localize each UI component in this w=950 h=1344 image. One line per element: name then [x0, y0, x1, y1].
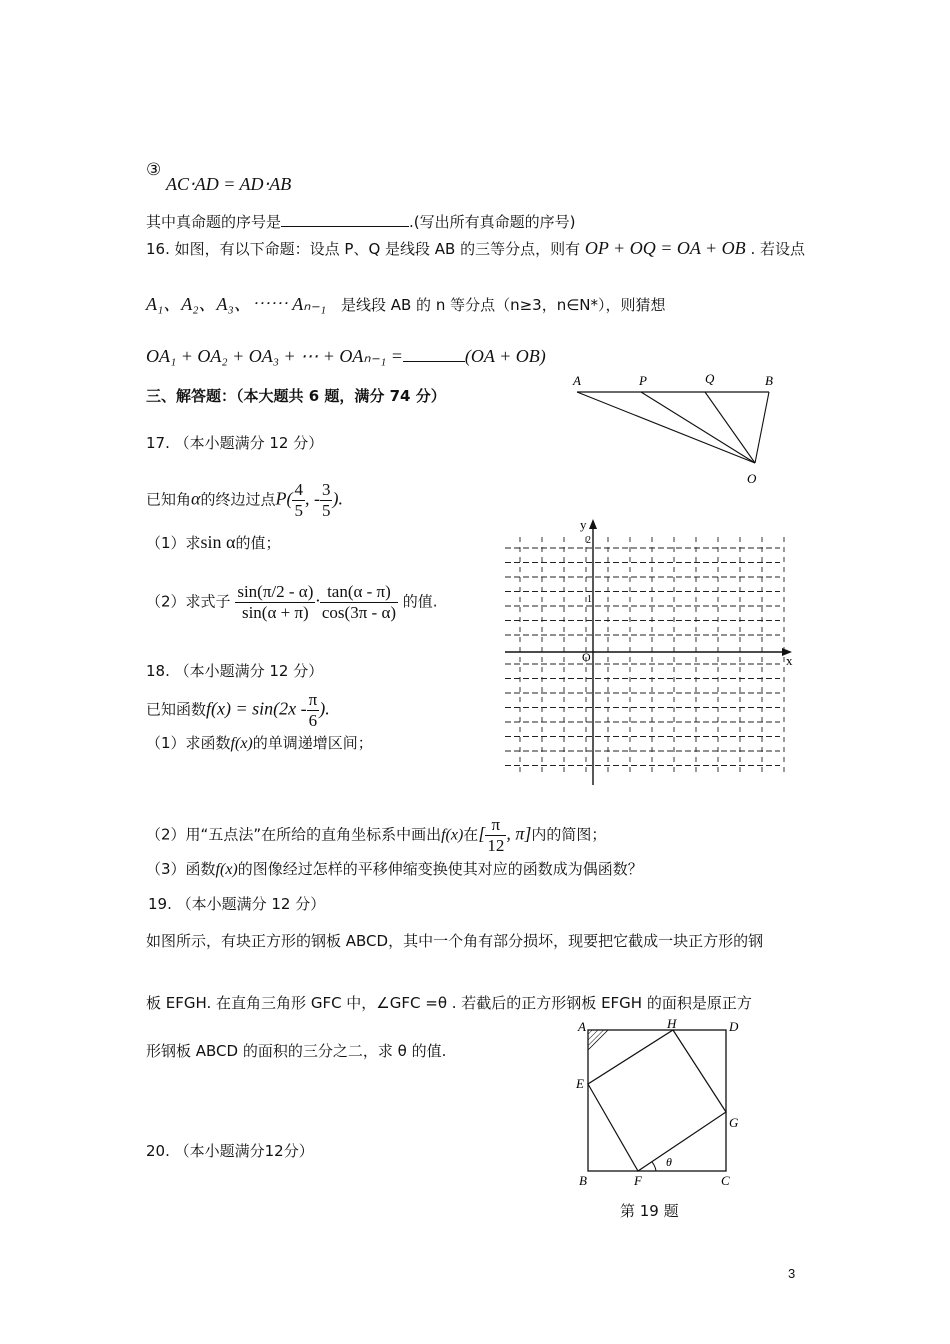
frac-tan-over-cos: $\frac{\tan(\alpha - \pi)}{\cos(3\pi - \alpha)}$	[321, 582, 397, 622]
q1-fx: f(x)	[230, 735, 253, 752]
q1-text-b: 的单调递增区间；	[252, 734, 373, 752]
item17-q1	[146, 532, 281, 553]
item16-text-b: . 若设点	[750, 240, 805, 258]
square-ABCD	[588, 1030, 726, 1171]
frac-sin-over-sin: $\frac{\sin(\pi/2 - \alpha)}{\sin(\alpha + \pi)}$	[237, 582, 314, 622]
item20-header: 20. （本小题满分12分）	[146, 1142, 314, 1160]
segment-OA	[577, 392, 755, 463]
tick-label-2: 2	[586, 535, 591, 546]
item19-line2: 板 EFGH. 在直角三角形 GFC 中，∠GFC =θ . 若截后的正方形钢板 EFGH 的面积是原正方	[146, 994, 752, 1012]
square-EFGH	[588, 1030, 726, 1171]
grid-lines	[505, 537, 784, 777]
item19-header: 19. （本小题满分 12 分）	[148, 895, 326, 913]
q1-text-a: （1）求	[146, 534, 201, 552]
item16-answer-blank	[403, 347, 465, 362]
y-axis-arrow	[589, 519, 597, 529]
formula-ac-ad: AC⋅AD = AD⋅AB	[166, 174, 292, 194]
q3-text-b: 的图像经过怎样的平移伸缩变换使其对应的函数成为偶函数？	[237, 860, 643, 878]
angle-theta-arc	[652, 1162, 656, 1171]
item18-given-a: 已知函数	[146, 700, 207, 719]
q3-fx: f(x)	[215, 861, 238, 878]
q2-text-a: （2）用“五点法”在所给的直角坐标系中画出	[146, 825, 442, 844]
frac-3-5: $\frac{3}{5}$	[321, 480, 331, 520]
label-F: F	[634, 1173, 642, 1188]
item17-header: 17. （本小题满分 12 分）	[146, 434, 324, 452]
item16-formula-a: OP + OQ = OA + OB	[584, 238, 746, 258]
item17-q2	[146, 582, 438, 623]
prompt-text: 其中真命题的序号是	[146, 213, 282, 231]
item17-given	[146, 480, 343, 521]
segment-OP	[641, 392, 755, 463]
circled-number-3: ③	[146, 160, 162, 180]
label-B: B	[579, 1173, 587, 1188]
frac-4-5: $\frac{4}{5}$	[294, 480, 303, 520]
label-P: P	[639, 373, 647, 388]
item16-points-list: A₁、A₂、A₃、⋯⋯ Aₙ₋₁	[146, 294, 327, 314]
item15-answer-prompt	[146, 211, 576, 232]
item16-text-a: 16. 如图，有以下命题：设点 P、Q 是线段 AB 的三等分点，则有	[146, 240, 581, 258]
item16-line2	[146, 290, 666, 316]
segment-OQ	[705, 392, 755, 463]
q3-text-a: （3）函数	[146, 860, 216, 878]
interval-open: [	[478, 823, 486, 844]
label-theta: θ	[666, 1155, 672, 1169]
interval-close: , π]	[506, 823, 532, 844]
q2-text-b: 的值.	[402, 592, 438, 611]
item19-square-figure	[570, 1018, 745, 1193]
alpha-symbol: α	[191, 488, 201, 509]
tick-label-1: 1	[587, 594, 592, 605]
item16-text-c: 是线段 AB 的 n 等分点（n≥3，n∈N*），则猜想	[340, 296, 666, 314]
label-E: E	[576, 1076, 584, 1091]
item17-given-b: 的终边过点	[200, 490, 276, 509]
close-paren: ).	[332, 488, 343, 509]
label-H: H	[667, 1018, 677, 1031]
frac-pi-6: $\frac{\pi}{6}$	[308, 690, 318, 730]
item16-formula-b	[146, 346, 546, 367]
item18-q1	[146, 732, 373, 753]
item18-q2	[146, 815, 606, 856]
x-axis-label: x	[786, 653, 793, 668]
q2-fx: f(x)	[441, 826, 464, 844]
y-axis-label: y	[580, 517, 587, 532]
label-O: O	[747, 471, 757, 486]
item18-q3	[146, 858, 643, 879]
answer-blank	[281, 212, 409, 227]
prompt-note: .(写出所有真命题的序号)	[409, 213, 576, 231]
q1-text: （1）求函数	[146, 734, 231, 752]
q2-text-b: 在	[463, 825, 479, 844]
comma-minus: , -	[304, 488, 320, 509]
q2-text-c: 内的简图；	[531, 825, 607, 844]
item19-line3: 形钢板 ABCD 的面积的三分之二，求 θ 的值.	[146, 1042, 447, 1060]
func-close: ).	[319, 698, 330, 719]
label-G: G	[729, 1115, 739, 1130]
func-fx: f(x) = sin(2x -	[206, 698, 307, 719]
item16-line1	[146, 238, 805, 259]
item19-line1: 如图所示，有块正方形的钢板 ABCD，其中一个角有部分损坏，现要把它截成一块正方形的钢	[146, 932, 764, 950]
label-B: B	[765, 373, 773, 388]
coordinate-grid	[500, 515, 800, 790]
label-A: A	[578, 1019, 586, 1034]
multiply-dot: ·	[315, 590, 320, 611]
item18-given	[146, 690, 330, 731]
item16-triangle-figure	[565, 368, 785, 488]
origin-label: O	[582, 650, 591, 664]
item17-given-a: 已知角	[146, 490, 192, 509]
damaged-corner	[588, 1030, 608, 1050]
label-A: A	[573, 373, 581, 388]
point-P: P(	[275, 488, 293, 509]
formula-b-left: OA₁ + OA₂ + OA₃ + ⋯ + OAₙ₋₁ =	[146, 346, 403, 366]
q1-text-b: 的值；	[235, 534, 281, 552]
item19-caption: 第 19 题	[620, 1202, 679, 1220]
formula-b-right: (OA + OB)	[464, 346, 546, 366]
label-D: D	[729, 1019, 739, 1034]
page-number: 3	[788, 1266, 796, 1281]
q2-text-a: （2）求式子	[146, 592, 231, 611]
sin-alpha: sin α	[200, 532, 236, 552]
label-C: C	[721, 1173, 730, 1188]
frac-pi-12: $\frac{\pi}{12}$	[487, 815, 505, 855]
item18-header: 18. （本小题满分 12 分）	[146, 662, 324, 680]
section3-heading: 三、解答题：（本大题共 6 题，满分 74 分）	[146, 387, 446, 405]
segment-OB	[755, 392, 769, 463]
label-Q: Q	[705, 371, 715, 386]
